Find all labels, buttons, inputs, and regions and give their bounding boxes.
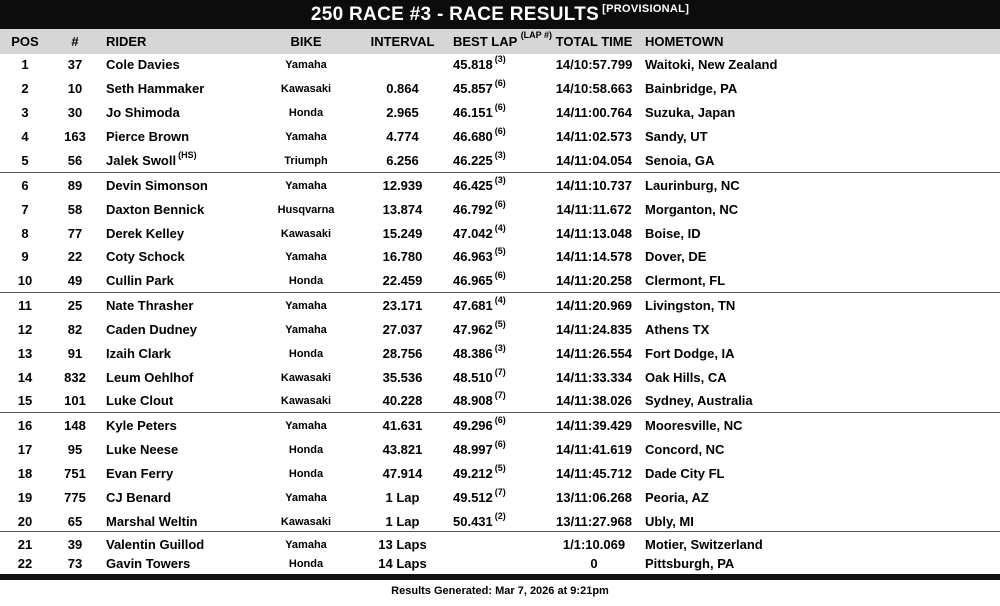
cell-total-time: 14/11:24.835 (556, 322, 632, 337)
cell-number: 22 (67, 249, 83, 264)
cell-hometown: Fort Dodge, IA (645, 346, 735, 361)
cell-hometown: Sydney, Australia (645, 393, 753, 408)
rider-name: Luke Neese (106, 442, 179, 457)
cell-hometown: Dover, DE (645, 249, 707, 264)
cell-total-time: 14/11:10.737 (556, 178, 632, 193)
rider-name: Gavin Towers (106, 556, 191, 571)
cell-total-time: 14/11:20.258 (556, 273, 632, 288)
best-lap-number: (6) (494, 78, 506, 88)
cell-bike: Yamaha (285, 180, 327, 192)
cell-bike: Honda (288, 348, 324, 360)
cell-pos: 1 (21, 57, 29, 72)
cell-rider (106, 202, 206, 217)
cell-bike: Honda (288, 468, 324, 480)
group-divider (0, 172, 1000, 173)
cell-rider (106, 105, 182, 120)
best-lap-number: (3) (494, 150, 506, 160)
cell-bike: Triumph (284, 155, 328, 167)
cell-interval: 40.228 (382, 393, 423, 408)
cell-total-time: 14/11:11.672 (556, 202, 632, 217)
cell-best-lap (453, 199, 548, 217)
rider-name: Marshal Weltin (106, 514, 198, 529)
table-row (0, 78, 1000, 100)
cell-rider (106, 178, 210, 193)
cell-best-lap (453, 390, 548, 408)
cell-bike: Honda (288, 275, 324, 287)
best-lap-time: 46.963 (453, 249, 493, 264)
cell-rider (106, 418, 179, 433)
cell-number: 37 (67, 57, 83, 72)
header-total-time: TOTAL TIME (555, 34, 633, 49)
cell-total-time: 14/11:13.048 (556, 226, 632, 241)
cell-number: 56 (67, 153, 83, 168)
cell-rider (106, 537, 206, 552)
rider-name: Coty Schock (106, 249, 185, 264)
best-lap-time: 45.818 (453, 57, 493, 72)
best-lap-time: 46.680 (453, 129, 493, 144)
rider-name: Cullin Park (106, 273, 174, 288)
best-lap-time: 47.962 (453, 322, 493, 337)
table-row (0, 246, 1000, 268)
cell-interval: 16.780 (382, 249, 423, 264)
cell-rider (106, 466, 175, 481)
cell-bike: Yamaha (285, 539, 327, 551)
cell-hometown: Morganton, NC (645, 202, 739, 217)
table-header (0, 29, 1000, 54)
best-lap-number: (7) (494, 487, 506, 497)
cell-interval: 4.774 (386, 129, 419, 144)
cell-rider (106, 490, 173, 505)
cell-hometown: Senoia, GA (645, 153, 715, 168)
cell-bike: Honda (288, 107, 324, 119)
table-row (0, 199, 1000, 221)
cell-pos: 14 (17, 370, 33, 385)
cell-total-time: 1/1:10.069 (562, 537, 626, 552)
cell-best-lap (453, 54, 548, 72)
best-lap-number: (5) (494, 246, 506, 256)
cell-rider (106, 393, 175, 408)
cell-total-time: 14/11:20.969 (556, 298, 632, 313)
best-lap-time: 49.512 (453, 490, 493, 505)
cell-number: 775 (64, 490, 86, 505)
cell-rider (106, 150, 197, 168)
rider-name: Nate Thrasher (106, 298, 194, 313)
cell-hometown: Motier, Switzerland (645, 537, 763, 552)
cell-hometown: Dade City FL (645, 466, 725, 481)
cell-number: 163 (64, 129, 86, 144)
cell-rider (106, 129, 191, 144)
best-lap-number: (5) (494, 319, 506, 329)
cell-pos: 6 (21, 178, 29, 193)
cell-bike: Kawasaki (280, 228, 332, 240)
cell-rider (106, 226, 186, 241)
cell-interval: 1 Lap (385, 514, 420, 529)
cell-pos: 17 (17, 442, 33, 457)
best-lap-time: 49.212 (453, 466, 493, 481)
cell-best-lap (453, 126, 548, 144)
cell-number: 751 (64, 466, 86, 481)
cell-hometown: Livingston, TN (645, 298, 736, 313)
rider-name: Derek Kelley (106, 226, 185, 241)
cell-interval: 15.249 (382, 226, 423, 241)
cell-total-time: 13/11:06.268 (556, 490, 632, 505)
cell-interval: 27.037 (382, 322, 423, 337)
cell-total-time: 14/11:39.429 (556, 418, 632, 433)
cell-number: 91 (67, 346, 83, 361)
cell-number: 10 (67, 81, 83, 96)
table-row (0, 126, 1000, 148)
best-lap-time: 50.431 (453, 514, 493, 529)
provisional-tag: [PROVISIONAL] (602, 3, 690, 15)
rider-name: CJ Benard (106, 490, 172, 505)
cell-best-lap (453, 246, 548, 264)
table-row (0, 223, 1000, 245)
cell-number: 89 (67, 178, 83, 193)
cell-best-lap (453, 150, 548, 168)
table-row (0, 343, 1000, 365)
cell-bike: Kawasaki (280, 372, 332, 384)
cell-rider (106, 556, 192, 571)
cell-pos: 15 (17, 393, 33, 408)
table-row (0, 463, 1000, 485)
bottom-rule (0, 574, 1000, 580)
cell-number: 25 (67, 298, 83, 313)
cell-rider (106, 514, 200, 529)
cell-rider (106, 322, 199, 337)
cell-total-time: 14/11:38.026 (556, 393, 632, 408)
cell-hometown: Sandy, UT (645, 129, 708, 144)
cell-rider (106, 346, 173, 361)
cell-rider (106, 442, 180, 457)
cell-best-lap (453, 102, 548, 120)
rider-name: Caden Dudney (106, 322, 198, 337)
table-row (0, 54, 1000, 76)
table-row (0, 415, 1000, 437)
rider-name: Leum Oehlhof (106, 370, 194, 385)
cell-pos: 8 (21, 226, 29, 241)
rider-name: Luke Clout (106, 393, 174, 408)
cell-pos: 18 (17, 466, 33, 481)
cell-number: 49 (67, 273, 83, 288)
best-lap-time: 45.857 (453, 81, 493, 96)
rider-name: Evan Ferry (106, 466, 174, 481)
cell-total-time: 0 (590, 556, 598, 571)
cell-total-time: 14/11:02.573 (556, 129, 632, 144)
header-hometown: HOMETOWN (645, 34, 724, 49)
cell-number: 82 (67, 322, 83, 337)
cell-number: 39 (67, 537, 83, 552)
cell-number: 148 (64, 418, 86, 433)
cell-best-lap (453, 367, 548, 385)
cell-total-time: 14/11:33.334 (556, 370, 632, 385)
cell-pos: 7 (21, 202, 29, 217)
cell-pos: 10 (17, 273, 33, 288)
best-lap-time: 46.792 (453, 202, 493, 217)
table-row (0, 102, 1000, 124)
cell-total-time: 14/11:45.712 (556, 466, 632, 481)
cell-number: 58 (67, 202, 83, 217)
best-lap-number: (6) (494, 199, 506, 209)
cell-best-lap (453, 319, 548, 337)
table-row (0, 295, 1000, 317)
cell-best-lap (453, 78, 548, 96)
cell-rider (106, 370, 195, 385)
header-best-lap-label: BEST LAP (453, 34, 518, 49)
cell-best-lap (453, 343, 548, 361)
best-lap-number: (3) (494, 343, 506, 353)
rider-name: Daxton Bennick (106, 202, 205, 217)
best-lap-number: (7) (494, 367, 506, 377)
cell-best-lap (453, 511, 548, 529)
cell-best-lap (453, 556, 548, 571)
table-row (0, 487, 1000, 509)
cell-interval: 1 Lap (385, 490, 420, 505)
best-lap-time: 46.425 (453, 178, 493, 193)
cell-hometown: Concord, NC (645, 442, 725, 457)
cell-hometown: Ubly, MI (645, 514, 694, 529)
rider-name: Kyle Peters (106, 418, 177, 433)
cell-bike: Yamaha (285, 492, 327, 504)
group-divider (0, 531, 1000, 532)
cell-best-lap (453, 223, 548, 241)
cell-hometown: Laurinburg, NC (645, 178, 740, 193)
cell-bike: Yamaha (285, 59, 327, 71)
best-lap-time: 48.908 (453, 393, 493, 408)
cell-interval: 13 Laps (378, 537, 427, 552)
best-lap-number: (6) (494, 415, 506, 425)
best-lap-number: (3) (494, 54, 506, 64)
cell-total-time: 14/10:57.799 (555, 57, 633, 72)
cell-pos: 19 (17, 490, 33, 505)
cell-interval: 35.536 (382, 370, 423, 385)
cell-bike: Yamaha (285, 251, 327, 263)
cell-best-lap (453, 537, 548, 552)
best-lap-number: (4) (494, 295, 506, 305)
cell-pos: 12 (17, 322, 33, 337)
cell-bike: Kawasaki (280, 516, 332, 528)
cell-rider (106, 249, 187, 264)
cell-best-lap (453, 295, 548, 313)
table-row (0, 511, 1000, 533)
cell-interval: 43.821 (382, 442, 423, 457)
cell-bike: Yamaha (285, 300, 327, 312)
cell-bike: Kawasaki (280, 83, 332, 95)
cell-bike: Honda (288, 558, 324, 570)
table-row (0, 150, 1000, 172)
best-lap-time: 48.997 (453, 442, 493, 457)
cell-bike: Yamaha (285, 420, 327, 432)
cell-hometown: Waitoki, New Zealand (645, 57, 778, 72)
cell-bike: Honda (288, 444, 324, 456)
cell-interval: 23.171 (382, 298, 423, 313)
cell-total-time: 14/11:26.554 (556, 346, 632, 361)
best-lap-number: (7) (494, 390, 506, 400)
cell-hometown: Suzuka, Japan (645, 105, 736, 120)
cell-pos: 13 (17, 346, 33, 361)
rider-name: Devin Simonson (106, 178, 208, 193)
best-lap-number: (6) (494, 126, 506, 136)
cell-pos: 5 (21, 153, 29, 168)
header-bike: BIKE (290, 34, 322, 49)
best-lap-time: 48.386 (453, 346, 493, 361)
title-bar (0, 0, 1000, 29)
best-lap-time: 46.965 (453, 273, 493, 288)
cell-interval: 0.864 (386, 81, 419, 96)
cell-hometown: Bainbridge, PA (645, 81, 738, 96)
cell-best-lap (453, 175, 548, 193)
cell-best-lap (453, 463, 548, 481)
header-pos: POS (11, 34, 39, 49)
cell-pos: 16 (17, 418, 33, 433)
cell-number: 77 (67, 226, 83, 241)
best-lap-time: 47.042 (453, 226, 493, 241)
header-best-lap (453, 30, 553, 49)
cell-pos: 21 (17, 537, 33, 552)
cell-total-time: 14/11:41.619 (556, 442, 632, 457)
cell-best-lap (453, 270, 548, 288)
rider-name: Jo Shimoda (106, 105, 180, 120)
header-number: # (71, 34, 79, 49)
cell-pos: 2 (21, 81, 29, 96)
cell-best-lap (453, 487, 548, 505)
table-row (0, 319, 1000, 341)
cell-total-time: 14/10:58.663 (555, 81, 633, 96)
cell-interval: 47.914 (382, 466, 423, 481)
best-lap-number: (5) (494, 463, 506, 473)
cell-number: 832 (64, 370, 86, 385)
best-lap-time: 46.151 (453, 105, 493, 120)
best-lap-number: (6) (494, 270, 506, 280)
table-row (0, 175, 1000, 197)
cell-pos: 20 (17, 514, 33, 529)
cell-total-time: 13/11:27.968 (556, 514, 632, 529)
table-row (0, 553, 1000, 575)
table-row (0, 439, 1000, 461)
cell-rider (106, 81, 206, 96)
cell-best-lap (453, 415, 548, 433)
group-divider (0, 292, 1000, 293)
header-interval: INTERVAL (370, 34, 435, 49)
cell-bike: Husqvarna (277, 204, 335, 216)
cell-pos: 9 (21, 249, 29, 264)
cell-total-time: 14/11:14.578 (556, 249, 632, 264)
best-lap-time: 49.296 (453, 418, 493, 433)
cell-interval: 2.965 (386, 105, 419, 120)
cell-interval: 41.631 (382, 418, 423, 433)
best-lap-number: (4) (494, 223, 506, 233)
cell-rider (106, 273, 176, 288)
cell-interval: 6.256 (386, 153, 419, 168)
cell-hometown: Mooresville, NC (645, 418, 743, 433)
cell-hometown: Peoria, AZ (645, 490, 709, 505)
best-lap-number: (3) (494, 175, 506, 185)
cell-bike: Kawasaki (280, 395, 332, 407)
cell-interval: 13.874 (382, 202, 423, 217)
cell-number: 73 (67, 556, 83, 571)
cell-bike: Yamaha (285, 131, 327, 143)
cell-best-lap (453, 439, 548, 457)
cell-number: 95 (67, 442, 83, 457)
table-row (0, 270, 1000, 292)
cell-hometown: Boise, ID (645, 226, 701, 241)
cell-total-time: 14/11:04.054 (556, 153, 632, 168)
cell-hometown: Athens TX (645, 322, 710, 337)
group-divider (0, 412, 1000, 413)
best-lap-number: (2) (494, 511, 506, 521)
cell-rider (106, 298, 195, 313)
cell-number: 101 (64, 393, 86, 408)
cell-pos: 3 (21, 105, 29, 120)
cell-interval: 28.756 (382, 346, 423, 361)
table-row (0, 367, 1000, 389)
cell-rider (106, 57, 182, 72)
cell-bike: Yamaha (285, 324, 327, 336)
table-row (0, 390, 1000, 412)
rider-name: Pierce Brown (106, 129, 190, 144)
cell-interval: 22.459 (382, 273, 423, 288)
results-generated-footer: Results Generated: Mar 7, 2026 at 9:21pm (391, 585, 609, 597)
cell-hometown: Pittsburgh, PA (645, 556, 735, 571)
cell-interval: 12.939 (382, 178, 423, 193)
best-lap-number: (6) (494, 102, 506, 112)
best-lap-number: (6) (494, 439, 506, 449)
cell-hometown: Clermont, FL (645, 273, 726, 288)
rider-name: Izaih Clark (106, 346, 172, 361)
rider-note: (HS) (178, 150, 197, 160)
page-title: 250 RACE #3 - RACE RESULTS (310, 4, 600, 25)
rider-name: Jalek Swoll (106, 153, 177, 168)
best-lap-time: 47.681 (453, 298, 493, 313)
cell-number: 30 (67, 105, 83, 120)
cell-number: 65 (67, 514, 83, 529)
cell-pos: 11 (18, 298, 32, 313)
rider-name: Seth Hammaker (106, 81, 205, 96)
header-lap-number-label: (LAP #) (520, 30, 553, 40)
cell-hometown: Oak Hills, CA (645, 370, 727, 385)
cell-pos: 4 (21, 129, 29, 144)
best-lap-time: 48.510 (453, 370, 493, 385)
cell-interval: 14 Laps (378, 556, 427, 571)
header-rider: RIDER (106, 34, 147, 49)
best-lap-time: 46.225 (453, 153, 493, 168)
rider-name: Valentin Guillod (106, 537, 205, 552)
rider-name: Cole Davies (106, 57, 180, 72)
cell-pos: 22 (17, 556, 33, 571)
cell-total-time: 14/11:00.764 (556, 105, 632, 120)
